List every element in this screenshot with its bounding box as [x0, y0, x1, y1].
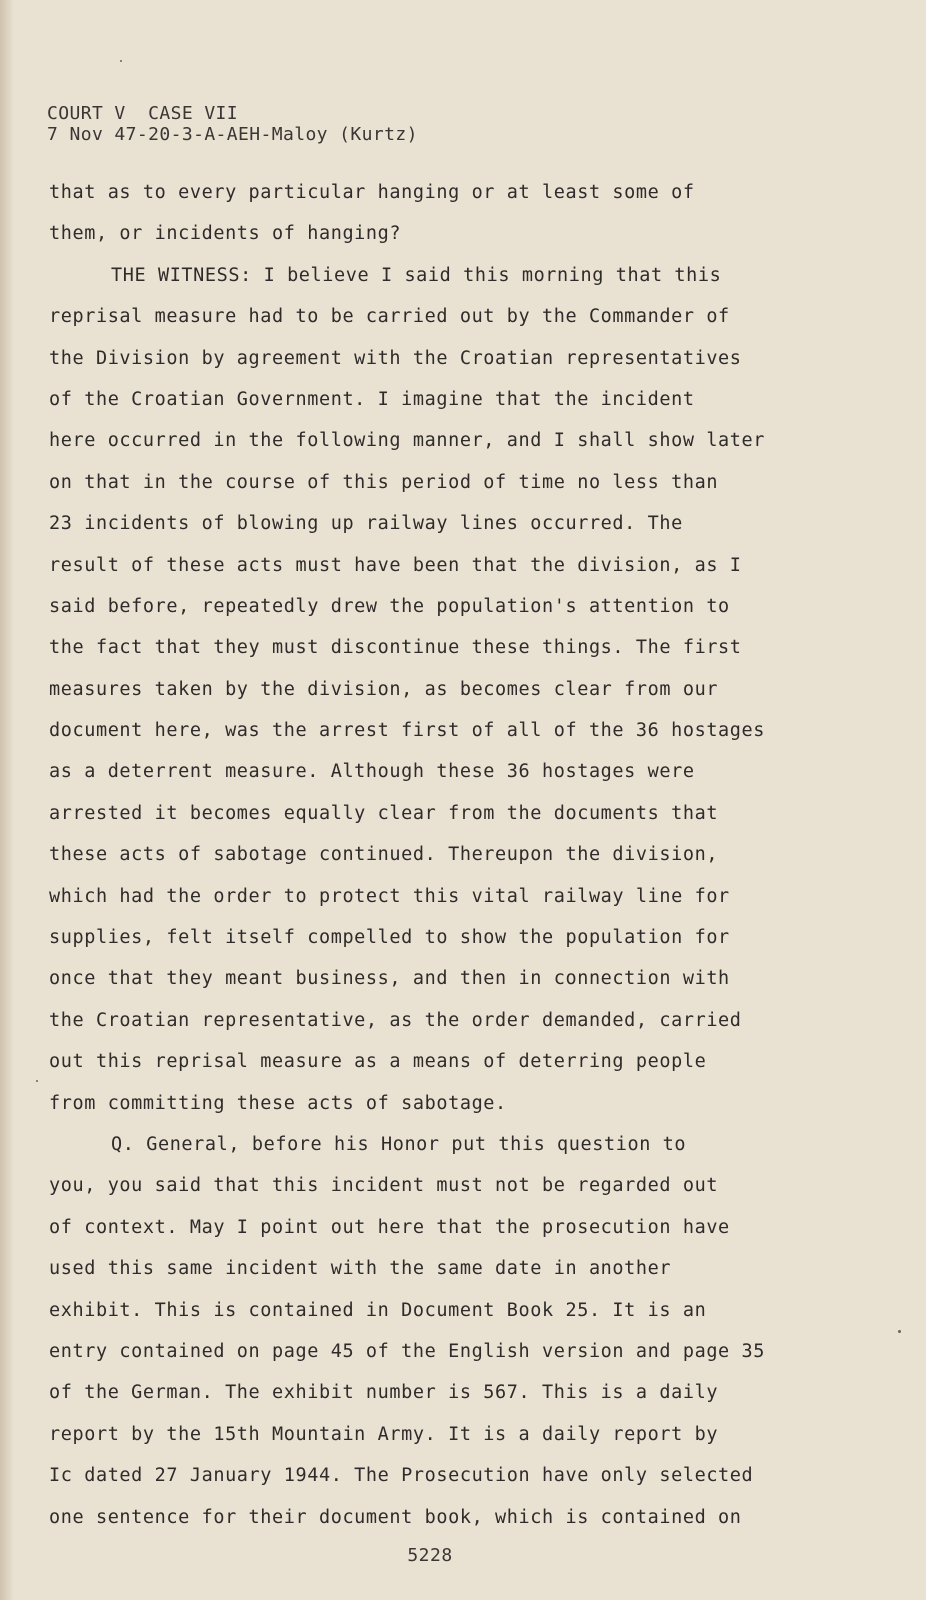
- text-line: from committing these acts of sabotage.: [49, 1092, 507, 1114]
- text-line: supplies, felt itself compelled to show the population for: [49, 927, 730, 949]
- text-line: document here, was the arrest first of all of the 36 hostages: [49, 720, 766, 742]
- text-line: reprisal measure had to be carried out by the Commander of: [49, 306, 730, 328]
- text-line: arrested it becomes equally clear from the documents that: [49, 802, 719, 824]
- text-line: Q. General, before his Honor put this question to: [111, 1133, 687, 1155]
- text-line: them, or incidents of hanging?: [49, 223, 402, 245]
- text-line: which had the order to protect this vital railway line for: [49, 885, 730, 907]
- text-line: report by the 15th Mountain Army. It is a daily report by: [49, 1423, 719, 1445]
- text-line: the Croatian representative, as the order demanded, carried: [49, 1009, 742, 1031]
- text-line: as a deterrent measure. Although these 36 hostages were: [49, 761, 695, 783]
- text-line: out this reprisal measure as a means of deterring people: [49, 1051, 707, 1073]
- text-line: once that they meant business, and then in connection with: [49, 968, 730, 990]
- date-reference-line: 7 Nov 47-20-3-A-AEH-Maloy (Kurtz): [47, 124, 418, 145]
- text-line: 23 incidents of blowing up railway lines occurred. The: [49, 513, 683, 535]
- text-line: you, you said that this incident must not be regarded out: [49, 1175, 719, 1197]
- text-line: one sentence for their document book, which is contained on: [49, 1506, 742, 1528]
- text-line: on that in the course of this period of time no less than: [49, 471, 719, 493]
- paper-speck: [120, 60, 122, 62]
- text-line: entry contained on page 45 of the English version and page 35: [49, 1340, 766, 1362]
- text-line: result of these acts must have been that the division, as I: [49, 554, 742, 576]
- text-line: here occurred in the following manner, and I shall show later: [49, 430, 766, 452]
- text-line: the Division by agreement with the Croatian representatives: [49, 347, 742, 369]
- text-line: of the Croatian Government. I imagine that the incident: [49, 388, 695, 410]
- text-line: used this same incident with the same date in another: [49, 1258, 672, 1280]
- court-case-line: COURT V CASE VII: [47, 103, 239, 124]
- paper-speck: [898, 1330, 901, 1333]
- paper-speck: [36, 1080, 38, 1082]
- text-line: that as to every particular hanging or at least some of: [49, 182, 695, 203]
- text-line: measures taken by the division, as becomes clear from our: [49, 678, 719, 700]
- text-line: exhibit. This is contained in Document Book 25. It is an: [49, 1299, 707, 1321]
- text-line: these acts of sabotage continued. Thereupon the division,: [49, 844, 719, 866]
- text-line: the fact that they must discontinue these things. The first: [49, 637, 742, 659]
- page-header: [47, 103, 418, 145]
- text-line: THE WITNESS: I believe I said this morning that this: [111, 264, 722, 286]
- transcript-body: [49, 181, 919, 1547]
- text-line: said before, repeatedly drew the population's attention to: [49, 595, 730, 617]
- text-line: of context. May I point out here that the prosecution have: [49, 1216, 730, 1238]
- page-number: 5228: [407, 1545, 453, 1566]
- text-line: Ic dated 27 January 1944. The Prosecution have only selected: [49, 1465, 754, 1487]
- text-line: of the German. The exhibit number is 567. This is a daily: [49, 1382, 719, 1404]
